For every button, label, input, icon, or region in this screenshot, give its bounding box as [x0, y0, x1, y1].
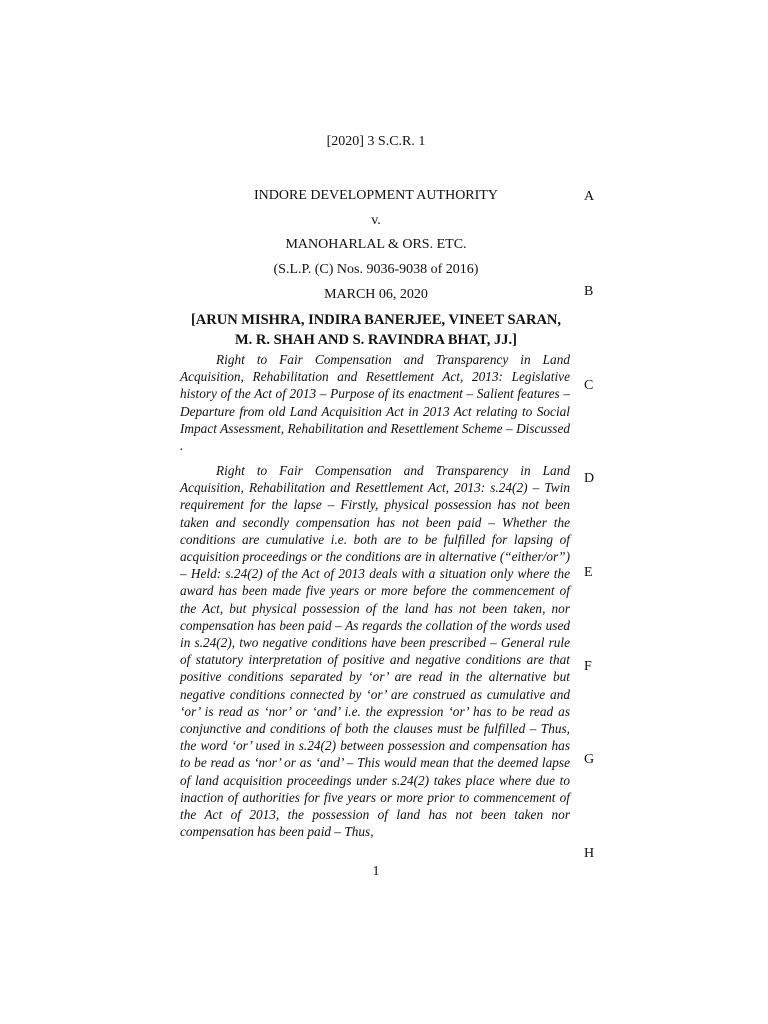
- report-citation: [2020] 3 S.C.R. 1: [326, 134, 426, 149]
- respondent-name: MANOHARLAL & ORS. ETC.: [285, 237, 467, 252]
- margin-letter-g: G: [584, 752, 595, 767]
- bench-judges: [180, 310, 572, 350]
- page-number: 1: [372, 864, 380, 879]
- margin-letter-c: C: [584, 378, 594, 393]
- bench-line-1: [ARUN MISHRA, INDIRA BANERJEE, VINEET SARAN,: [190, 312, 562, 328]
- margin-letter-e: E: [584, 565, 593, 580]
- petitioner-name: INDORE DEVELOPMENT AUTHORITY: [254, 188, 498, 203]
- margin-letter-b: B: [584, 284, 594, 299]
- case-number: (S.L.P. (C) Nos. 9036-9038 of 2016): [273, 262, 479, 277]
- bench-line-2: M. R. SHAH AND S. RAVINDRA BHAT, JJ.]: [235, 332, 517, 348]
- margin-letter-d: D: [584, 471, 595, 486]
- margin-letter-a: A: [584, 189, 595, 204]
- headnote-paragraph-2: Right to Fair Compensation and Transparency in Land Acquisition, Rehabilitation and Resettlement Act, 2013: s.24(2) – Twin requirement for the lapse – Firstly, physical possession has not been taken and secondly compensation has not been paid – Whether the conditions are cumulative i.e. both are to be fulfilled for lapsing of acquisition proceedings or the conditions are in alternative (“either/or”) – Held: s.24(2) of the Act of 2013 deals with a situation only where the award has been made five years or more before the commencement of the Act, but physical possession of the land has not been taken, nor compensation has been paid – As regards the collation of the words used in s.24(2), two negative conditions have been prescribed – General rule of statutory interpretation of positive and negative conditions are that positive conditions separated by ‘or’ are read in the alternative but negative conditions connected by ‘or’ are construed as cumulative and ‘or’ is read as ‘nor’ or ‘and’ i.e. the expression ‘or’ has to be read as conjunctive and conditions of both the clauses must be fulfilled – Thus, the word ‘or’ used in s.24(2) between possession and compensation has to be read as ‘nor’ or as ‘and’ – This would mean that the deemed lapse of land acquisition proceedings under s.24(2) takes place where due to inaction of authorities for five years or more prior to commencement of the Act of 2013, the possession of land has not been taken nor compensation has been paid – Thus,: [180, 463, 570, 840]
- margin-letter-h: H: [584, 846, 595, 861]
- headnote-paragraph-1: Right to Fair Compensation and Transparency in Land Acquisition, Rehabilitation and Resettlement Act, 2013: Legislative history of the Act of 2013 – Purpose of its enactment – Salient features – Departure from old Land Acquisition Act in 2013 Act relating to Social Impact Assessment, Rehabilitation and Resettlement Scheme – Discussed .: [180, 352, 570, 454]
- margin-letter-f: F: [584, 659, 592, 674]
- judgment-date: MARCH 06, 2020: [324, 287, 428, 302]
- versus-text: v.: [371, 213, 381, 228]
